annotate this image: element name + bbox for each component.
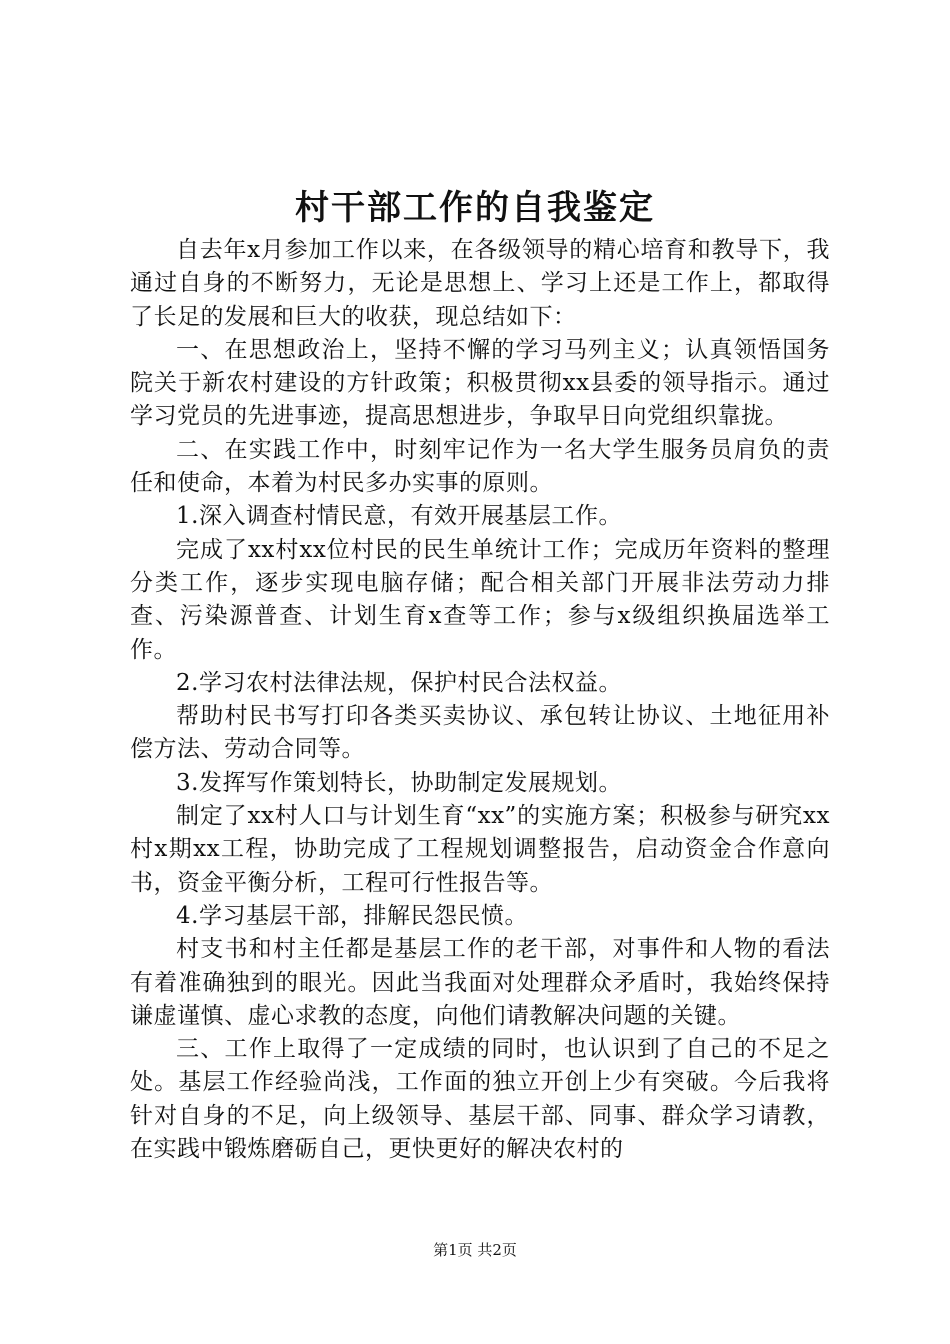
paragraph-section-2: 二、在实践工作中，时刻牢记作为一名大学生服务员肩负的责任和使命，本着为村民多办实事的原则。	[130, 436, 830, 497]
paragraph-item-1: 完成了xx村xx位村民的民生单统计工作；完成历年资料的整理分类工作，逐步实现电脑存储；配合相关部门开展非法劳动力排查、污染源普查、计划生育x查等工作；参与x级组织换届选举工作。	[130, 536, 830, 663]
page-number-footer: 第1页 共2页	[433, 1241, 517, 1259]
document-body	[130, 234, 830, 1166]
subheading-4: 4.学习基层干部，排解民怨民愤。	[176, 902, 528, 929]
subheading-3: 3.发挥写作策划特长，协助制定发展规划。	[176, 769, 622, 796]
paragraph-section-1: 一、在思想政治上，坚持不懈的学习马列主义；认真领悟国务院关于新农村建设的方针政策；积极贯彻xx县委的领导指示。通过学习党员的先进事迹，提高思想进步，争取早日向党组织靠拢。	[130, 336, 830, 430]
paragraph-item-2: 帮助村民书写打印各类买卖协议、承包转让协议、土地征用补偿方法、劳动合同等。	[130, 703, 830, 763]
subheading-1: 1.深入调查村情民意，有效开展基层工作。	[176, 503, 622, 530]
paragraph-item-4: 村支书和村主任都是基层工作的老干部，对事件和人物的看法有着准确独到的眼光。因此当我面对处理群众矛盾时，我始终保持谦虚谨慎、虚心求教的态度，向他们请教解决问题的关键。	[130, 936, 830, 1029]
paragraph-item-3: 制定了xx村人口与计划生育“xx”的实施方案；积极参与研究xx村x期xx工程，协助完成了工程规划调整报告，启动资金合作意向书，资金平衡分析，工程可行性报告等。	[130, 803, 830, 896]
document-title: 村干部工作的自我鉴定	[295, 188, 655, 228]
paragraph-section-3: 三、工作上取得了一定成绩的同时，也认识到了自己的不足之处。基层工作经验尚浅，工作面的独立开创上少有突破。今后我将针对自身的不足，向上级领导、基层干部、同事、群众学习请教，在实践中锻炼磨砺自己，更快更好的解决农村的	[130, 1036, 830, 1163]
subheading-2: 2.学习农村法律法规，保护村民合法权益。	[176, 669, 622, 696]
paragraph-intro: 自去年x月参加工作以来，在各级领导的精心培育和教导下，我通过自身的不断努力，无论是思想上、学习上还是工作上，都取得了长足的发展和巨大的收获，现总结如下：	[130, 237, 830, 330]
